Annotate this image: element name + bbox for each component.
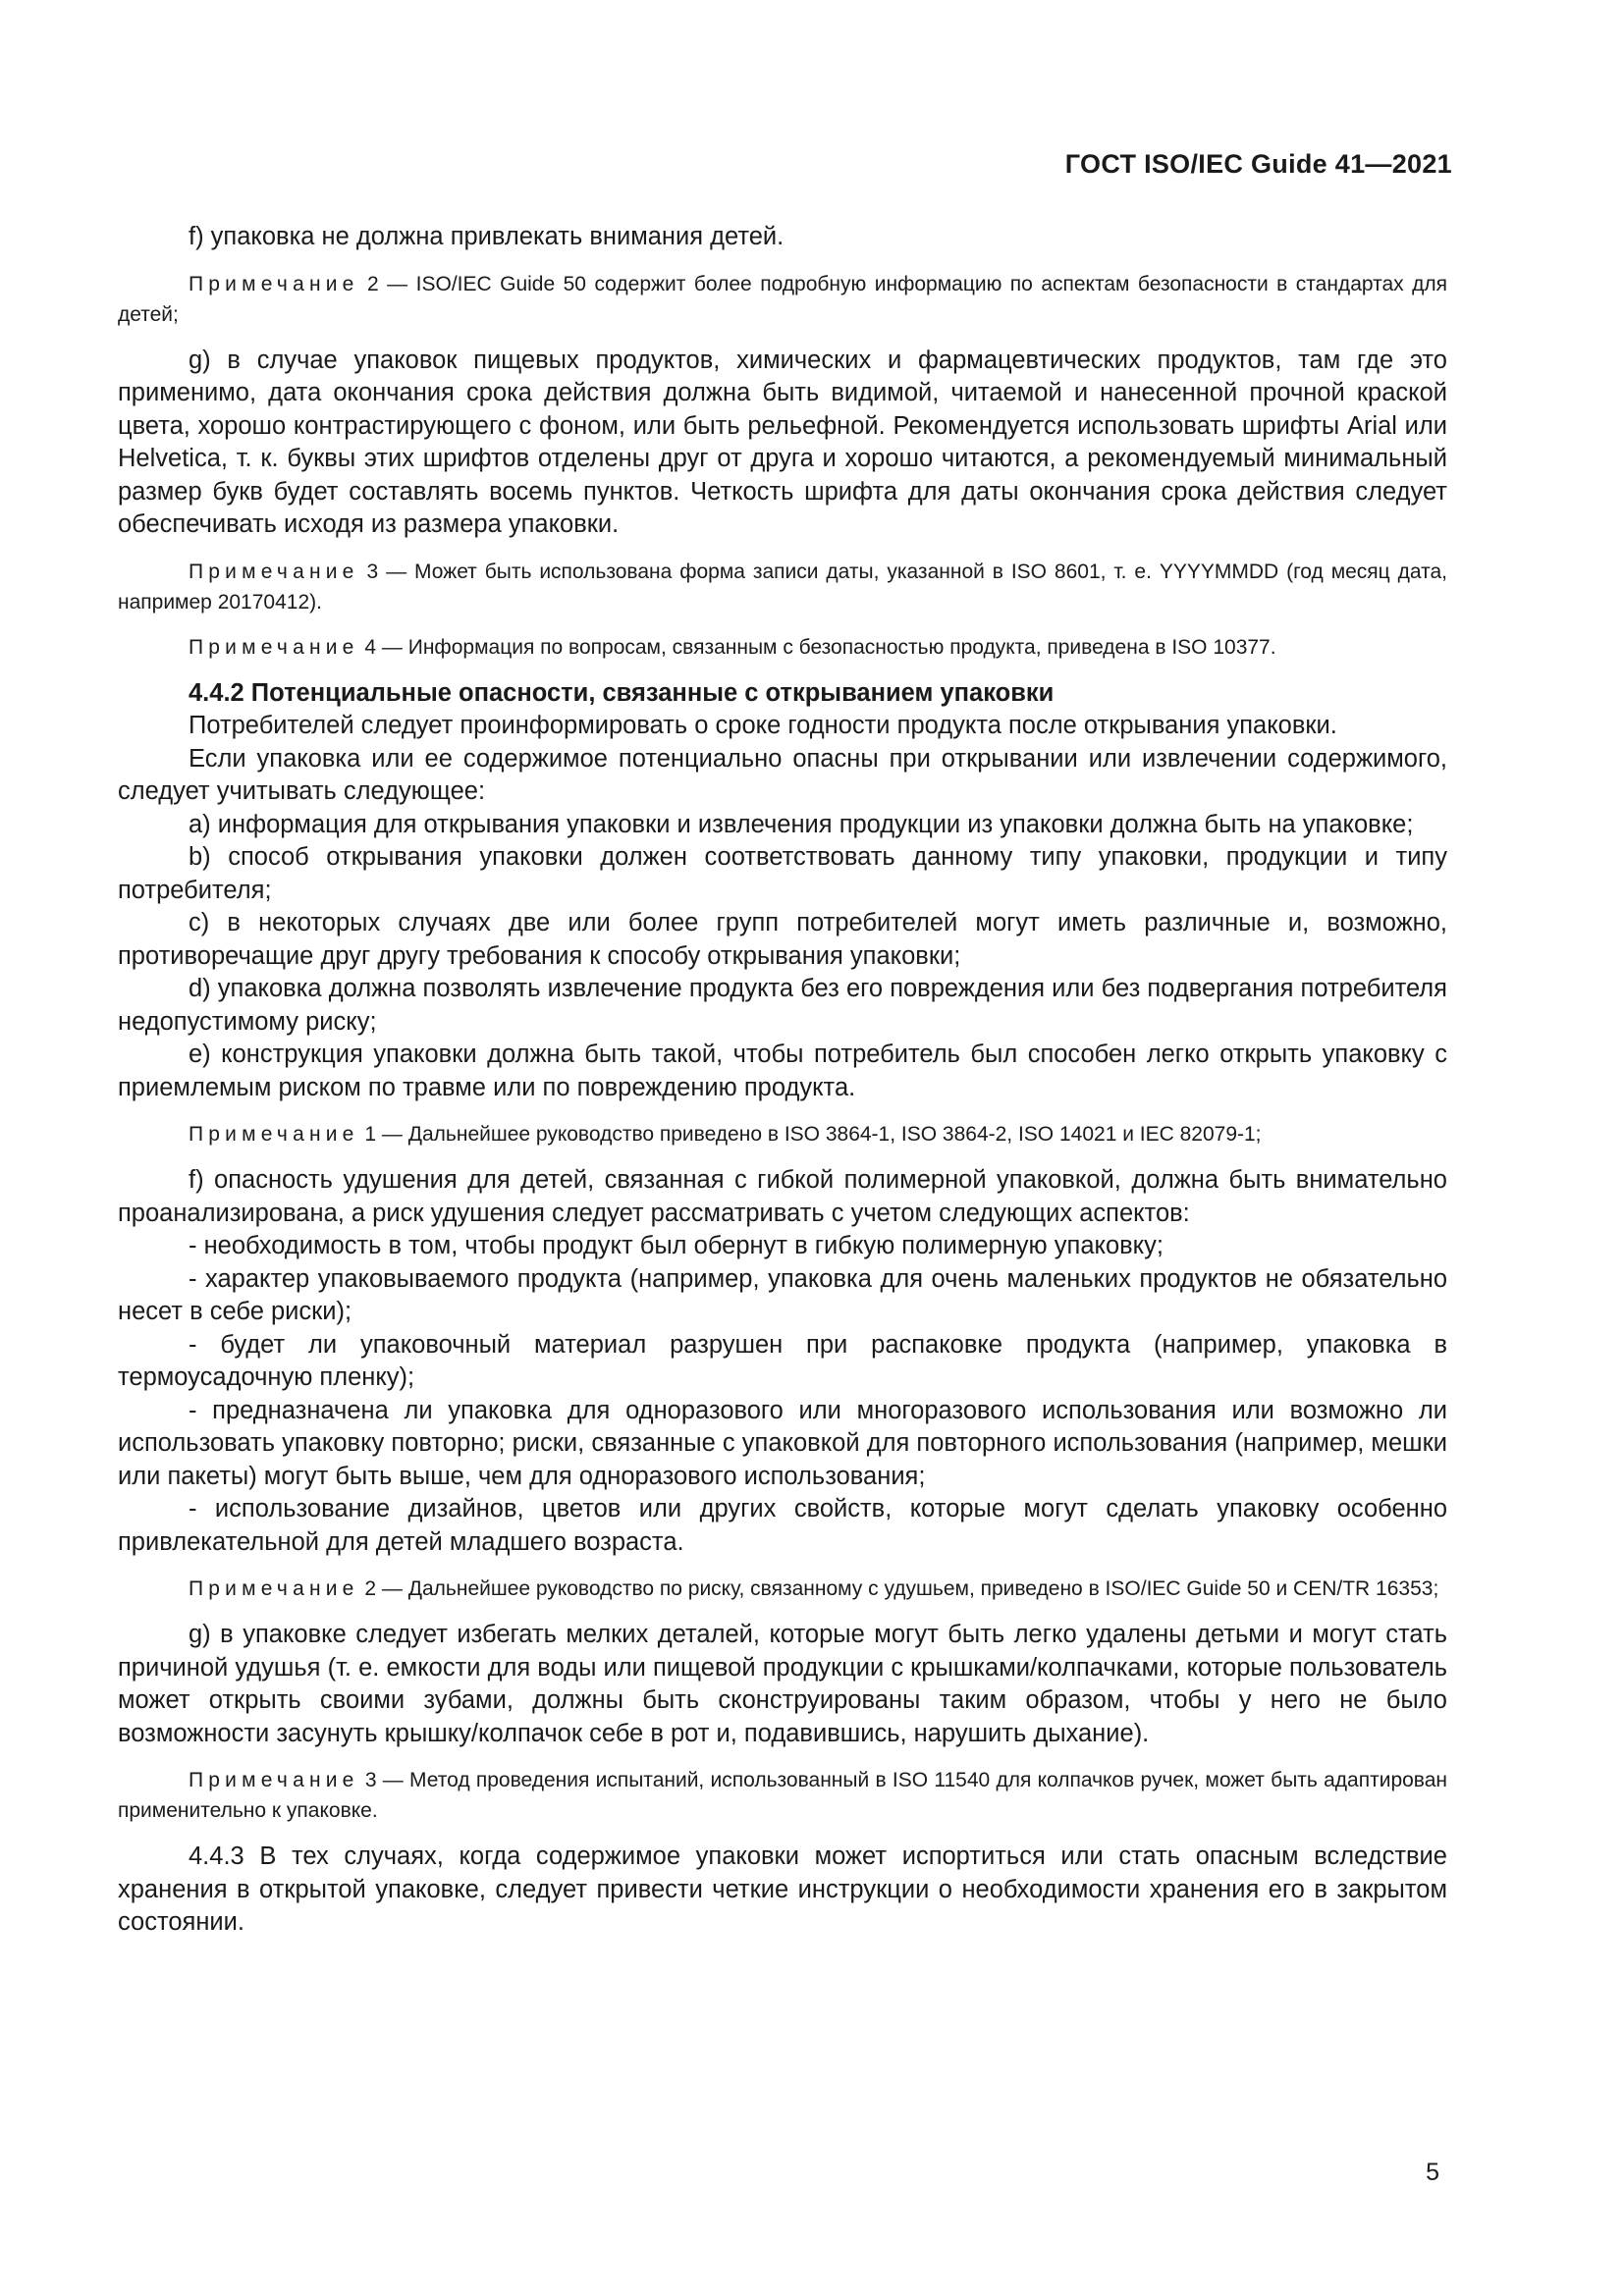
note-label: Примечание — [189, 1769, 359, 1791]
note-label: Примечание — [189, 635, 359, 659]
section-heading: 4.4.2 Потенциальные опасности, связанные с открыванием упаковки — [189, 678, 1055, 707]
note-paragraph — [118, 269, 1447, 330]
note-paragraph — [118, 632, 1447, 663]
note-label: Примечание — [189, 272, 359, 295]
list-item-f: f) опасность удушения для детей, связанная с гибкой полимерной упаковкой, должна быть внимательно проанализирована, а риск удушения следует рассматривать с учетом следующих аспектов: — [118, 1166, 1447, 1227]
list-item-d: d) упаковка должна позволять извлечение продукта без его повреждения или без подвергания потребителя недопустимому риску; — [118, 975, 1447, 1036]
list-item-c: c) в некоторых случаях две или более групп потребителей могут иметь различные и, возможно, противоречащие друг другу требования к способу открывания упаковки; — [118, 909, 1447, 970]
document-header: ГОСТ ISO/IEC Guide 41—2021 — [1064, 149, 1452, 179]
note-paragraph — [118, 1574, 1447, 1604]
note-paragraph — [118, 1119, 1447, 1149]
note-text: 2 — ISO/IEC Guide 50 содержит более подробную информацию по аспектам безопасности в стандартах для детей; — [118, 272, 1447, 326]
page-number: 5 — [1426, 2159, 1439, 2186]
list-item-e: e) конструкция упаковки должна быть такой, чтобы потребитель был способен легко открыть упаковку с приемлемым риском по травме или по повреждению продукта. — [118, 1041, 1447, 1101]
bullet-item: - характер упаковываемого продукта (например, упаковка для очень маленьких продуктов не обязательно несет в себе риски); — [118, 1264, 1447, 1325]
list-item-a: a) информация для открывания упаковки и извлечения продукции из упаковки должна быть на упаковке; — [189, 810, 1414, 838]
item-g-paragraph: g) в случае упаковок пищевых продуктов, химических и фармацевтических продуктов, там где это применимо, дата окончания срока действия должна быть видимой, читаемой и нанесенной прочной краской цвета, хорошо контрастирующего с фоном, или быть рельефной. Рекомендуется использовать шрифты Arial или Helvetica, т. к. буквы этих шрифтов отделены друг от друга и хорошо читаются, а рекомендуемый минимальный размер букв будет составлять восемь пунктов. Четкость шрифта для даты окончания срока действия следует обеспечивать исходя из размера упаковки. — [118, 346, 1447, 538]
note-label: Примечание — [189, 560, 359, 583]
list-item-b: b) способ открывания упаковки должен соответствовать данному типу упаковки, продукции и типу потребителя; — [118, 843, 1447, 904]
bullet-item: - необходимость в том, чтобы продукт был обернут в гибкую полимерную упаковку; — [189, 1232, 1164, 1259]
document-body — [118, 221, 1447, 1940]
note-label: Примечание — [189, 1123, 359, 1146]
body-paragraph: Потребителей следует проинформировать о сроке годности продукта после открывания упаковки. — [189, 712, 1337, 739]
note-paragraph — [118, 557, 1447, 617]
note-text: 2 — Дальнейшее руководство по риску, связанному с удушьем, приведено в ISO/IEC Guide 50 и CEN/TR 16353; — [358, 1577, 1439, 1600]
note-text: 1 — Дальнейшее руководство приведено в ISO 3864-1, ISO 3864-2, ISO 14021 и IEC 82079-1; — [358, 1123, 1262, 1146]
list-item-g: g) в упаковке следует избегать мелких деталей, которые могут быть легко удалены детьми и могут стать причиной удушья (т. е. емкости для воды или пищевой продукции с крышками/колпачками, которые пользователь может открыть своими зубами, должны быть сконструированы таким образом, чтобы у него не было возможности засунуть крышку/колпачок себе в рот и, подавившись, нарушить дыхание). — [118, 1621, 1447, 1747]
clause-4-4-3-paragraph: 4.4.3 В тех случаях, когда содержимое упаковки может испортиться или стать опасным вследствие хранения в открытой упаковке, следует привести четкие инструкции о необходимости хранения его в закрытом состоянии. — [118, 1842, 1447, 1936]
bullet-item: - будет ли упаковочный материал разрушен при распаковке продукта (например, упаковка в термоусадочную пленку); — [118, 1330, 1447, 1391]
note-text: 4 — Информация по вопросам, связанным с безопасностью продукта, приведена в ISO 10377. — [358, 635, 1276, 659]
bullet-item: - предназначена ли упаковка для одноразового или многоразового использования или возможно ли использовать упаковку повторно; риски, связанные с упаковкой для повторного использования (например, мешки или пакеты) могут быть выше, чем для одноразового использования; — [118, 1396, 1447, 1490]
note-label: Примечание — [189, 1577, 359, 1600]
note-text: 3 — Может быть использована форма записи даты, указанной в ISO 8601, т. е. YYYYMMDD (год месяц дата, например 20170412). — [118, 560, 1447, 614]
item-f-paragraph: f) упаковка не должна привлекать внимания детей. — [189, 223, 785, 250]
note-text: 3 — Метод проведения испытаний, использованный в ISO 11540 для колпачков ручек, может быть адаптирован применительно к упаковке. — [118, 1769, 1447, 1822]
body-paragraph: Если упаковка или ее содержимое потенциально опасны при открывании или извлечении содержимого, следует учитывать следующее: — [118, 744, 1447, 805]
bullet-item: - использование дизайнов, цветов или других свойств, которые могут сделать упаковку особенно привлекательной для детей младшего возраста. — [118, 1495, 1447, 1556]
note-paragraph — [118, 1765, 1447, 1826]
